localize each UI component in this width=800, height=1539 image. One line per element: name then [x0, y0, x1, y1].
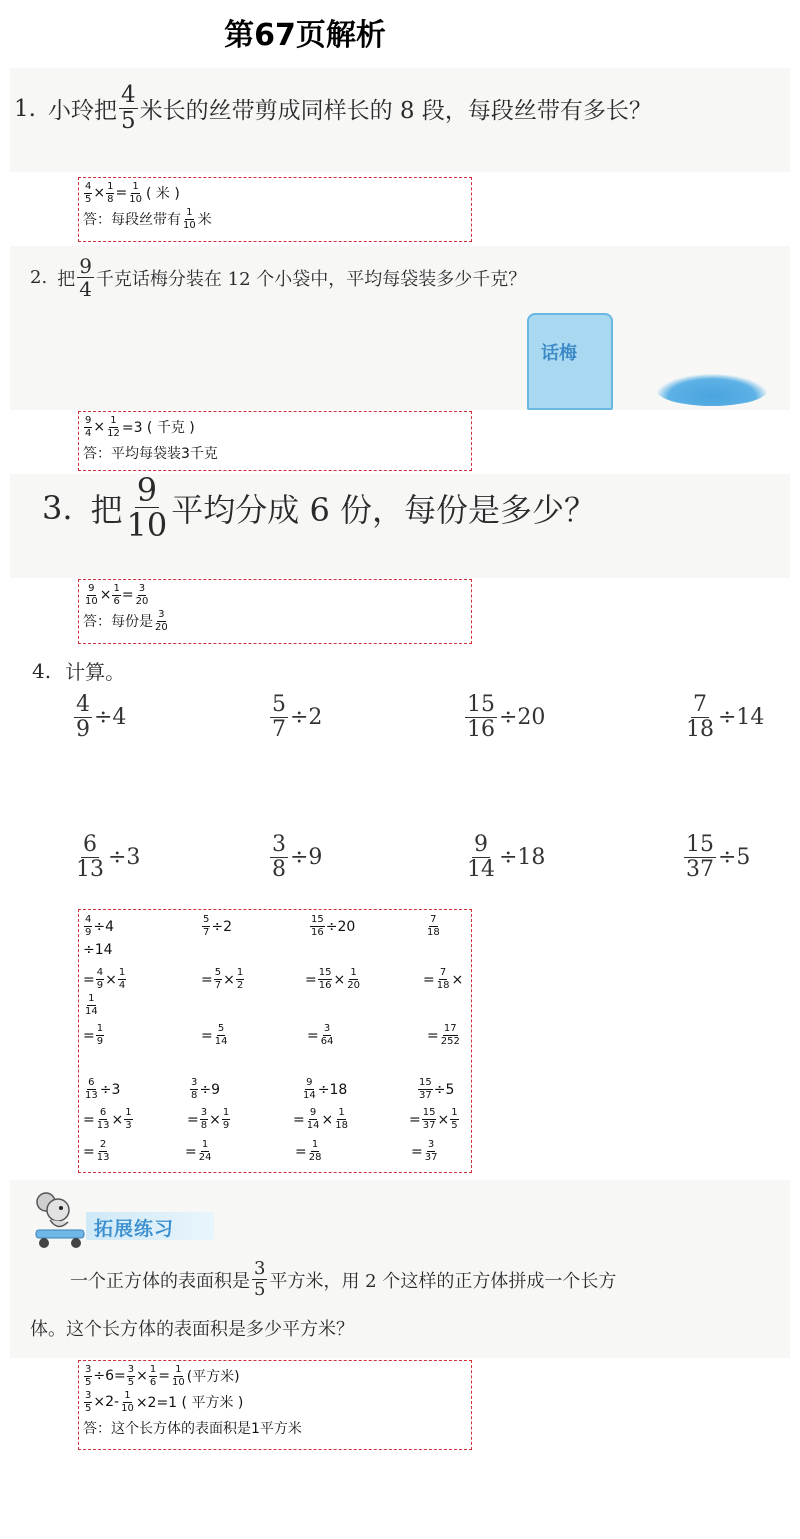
q3-answer-box — [78, 579, 472, 644]
q3-answer-sentence: 答：每份是 $\frac{3}{20}$ — [83, 608, 168, 633]
q4-answer-cell: $\frac{5}{7}$ ÷2 — [203, 914, 233, 938]
q4-problem: $\frac{9}{14}$ ÷18 — [467, 832, 546, 882]
ext-equation-2: $\frac{3}{5}$ ×2- $\frac{1}{10}$ ×2=1 ( 平方米 ) — [85, 1389, 244, 1414]
q4-heading — [32, 656, 125, 685]
q1-text — [14, 84, 652, 133]
q4-number: 4. — [32, 658, 52, 683]
q4-problem: $\frac{4}{9}$ ÷4 — [76, 692, 127, 742]
ext-line1-pre: 一个正方体的表面积是 — [70, 1270, 250, 1292]
q4-answer-cell: $\frac{9}{14}$ ÷18 — [303, 1077, 348, 1101]
q3-fraction: $\frac{9}{10}$ — [126, 471, 168, 544]
q4-answer-box — [78, 909, 472, 1173]
q4-answer-cell: $\frac{4}{9}$ ÷4 — [85, 914, 115, 938]
q4-answer-cell: = $\frac{7}{18}$ × — [423, 967, 464, 991]
ext-line-1 — [70, 1260, 616, 1299]
q2-text — [30, 256, 526, 299]
bag-label: 话梅 — [541, 343, 577, 364]
q3-equation: $\frac{9}{10}$ × $\frac{1}{6}$ = $\frac{3}{20}$ — [85, 582, 149, 607]
q4-title: 计算。 — [65, 660, 126, 684]
q3-number: 3. — [42, 488, 73, 527]
q4-answer-cell: = $\frac{5}{14}$ — [201, 1023, 228, 1047]
q4-answer-cell: = $\frac{1}{9}$ — [83, 1023, 104, 1047]
q2-post: 千克话梅分装在 12 个小袋中，平均每袋装多少千克？ — [95, 268, 527, 290]
ext-answer-sentence: 答：这个长方体的表面积是1平方米 — [83, 1421, 302, 1437]
q4-answer-cell: $\frac{15}{37}$ ÷5 — [419, 1077, 455, 1101]
q1-answer-box — [78, 177, 472, 242]
q4-answer-cell: $\frac{3}{8}$ ÷9 — [191, 1077, 221, 1101]
q1-post: 米长的丝带剪成同样长的 8 段，每段丝带有多长？ — [139, 98, 652, 124]
q4-answer-cell: = $\frac{1}{28}$ — [295, 1139, 322, 1163]
plum-bag-image — [527, 313, 613, 410]
q4-answer-cell: = $\frac{3}{64}$ — [307, 1023, 334, 1047]
q4-answer-cell: = $\frac{15}{16}$ × $\frac{1}{20}$ — [305, 967, 360, 991]
q4-problem: $\frac{5}{7}$ ÷2 — [272, 692, 323, 742]
q3-post: 平均分成 6 份，每份是多少？ — [171, 490, 596, 529]
q1-pre: 小玲把 — [47, 98, 117, 124]
q4-problem: $\frac{7}{18}$ ÷14 — [686, 692, 765, 742]
q4-answer-cell: = $\frac{5}{7}$ × $\frac{1}{2}$ — [201, 967, 244, 991]
ext-line-2: 体。这个长方体的表面积是多少平方米？ — [30, 1319, 354, 1340]
ext-line1-post: 平方米，用 2 个这样的正方体拼成一个长方 — [269, 1270, 617, 1292]
q4-answer-wrap: $\frac{1}{14}$ — [85, 993, 98, 1017]
q4-answer-cell: = $\frac{3}{37}$ — [411, 1139, 438, 1163]
q2-equation: $\frac{9}{4}$ × $\frac{1}{12}$ =3 ( 千克 ) — [85, 414, 195, 439]
q4-answer-cell: = $\frac{3}{8}$ × $\frac{1}{9}$ — [187, 1107, 230, 1131]
ext-fraction: $\frac{3}{5}$ — [254, 1258, 266, 1300]
q2-answer-box — [78, 411, 472, 471]
q4-answer-cell: $\frac{15}{16}$ ÷20 — [311, 914, 356, 938]
ext-title: 拓展练习 — [94, 1218, 175, 1240]
q1-number: 1. — [14, 95, 36, 122]
ext-equation-1: $\frac{3}{5}$ ÷6= $\frac{3}{5}$ × $\frac{1}{6}$ = $\frac{1}{10}$ (平方米) — [85, 1363, 240, 1388]
q4-answer-cell: = $\frac{6}{13}$ × $\frac{1}{3}$ — [83, 1107, 132, 1131]
q4-answer-cell: = $\frac{17}{252}$ — [427, 1023, 460, 1047]
q1-equation: $\frac{4}{5}$ × $\frac{1}{8}$ = $\frac{1}{10}$ ( 米 ) — [85, 180, 180, 205]
q4-answer-cell: = $\frac{1}{24}$ — [185, 1139, 212, 1163]
q1-fraction: $\frac{4}{5}$ — [120, 82, 136, 134]
q4-answer-cell: $\frac{7}{18}$ — [427, 914, 440, 938]
q4-answer-cell: $\frac{6}{13}$ ÷3 — [85, 1077, 121, 1101]
q4-answer-cell: = $\frac{9}{14}$ × $\frac{1}{18}$ — [293, 1107, 348, 1131]
q2-pre: 把 — [57, 268, 76, 290]
q4-answer-cell: = $\frac{4}{9}$ × $\frac{1}{4}$ — [83, 967, 126, 991]
q3-text — [42, 471, 596, 544]
q4-answer-cell: = $\frac{15}{37}$ × $\frac{1}{5}$ — [409, 1107, 458, 1131]
q4-answer-wrap: ÷14 — [83, 942, 113, 958]
q2-fraction: $\frac{9}{4}$ — [79, 254, 92, 301]
q4-answer-cell: = $\frac{2}{13}$ — [83, 1139, 110, 1163]
q4-problem: $\frac{15}{37}$ ÷5 — [686, 832, 751, 882]
mouse-mascot-icon — [28, 1188, 88, 1250]
q4-problem: $\frac{15}{16}$ ÷20 — [467, 692, 546, 742]
q4-problem: $\frac{3}{8}$ ÷9 — [272, 832, 323, 882]
q2-number: 2. — [30, 267, 48, 288]
q1-answer-sentence: 答：每段丝带有 $\frac{1}{10}$ 米 — [83, 206, 212, 231]
q2-answer-sentence: 答：平均每袋装3千克 — [83, 446, 218, 462]
ext-answer-box — [78, 1360, 472, 1450]
q3-pre: 把 — [90, 490, 123, 529]
page-title: 第67页解析 — [224, 18, 386, 53]
plums-pile-image — [656, 374, 768, 406]
q4-problem: $\frac{6}{13}$ ÷3 — [76, 832, 141, 882]
